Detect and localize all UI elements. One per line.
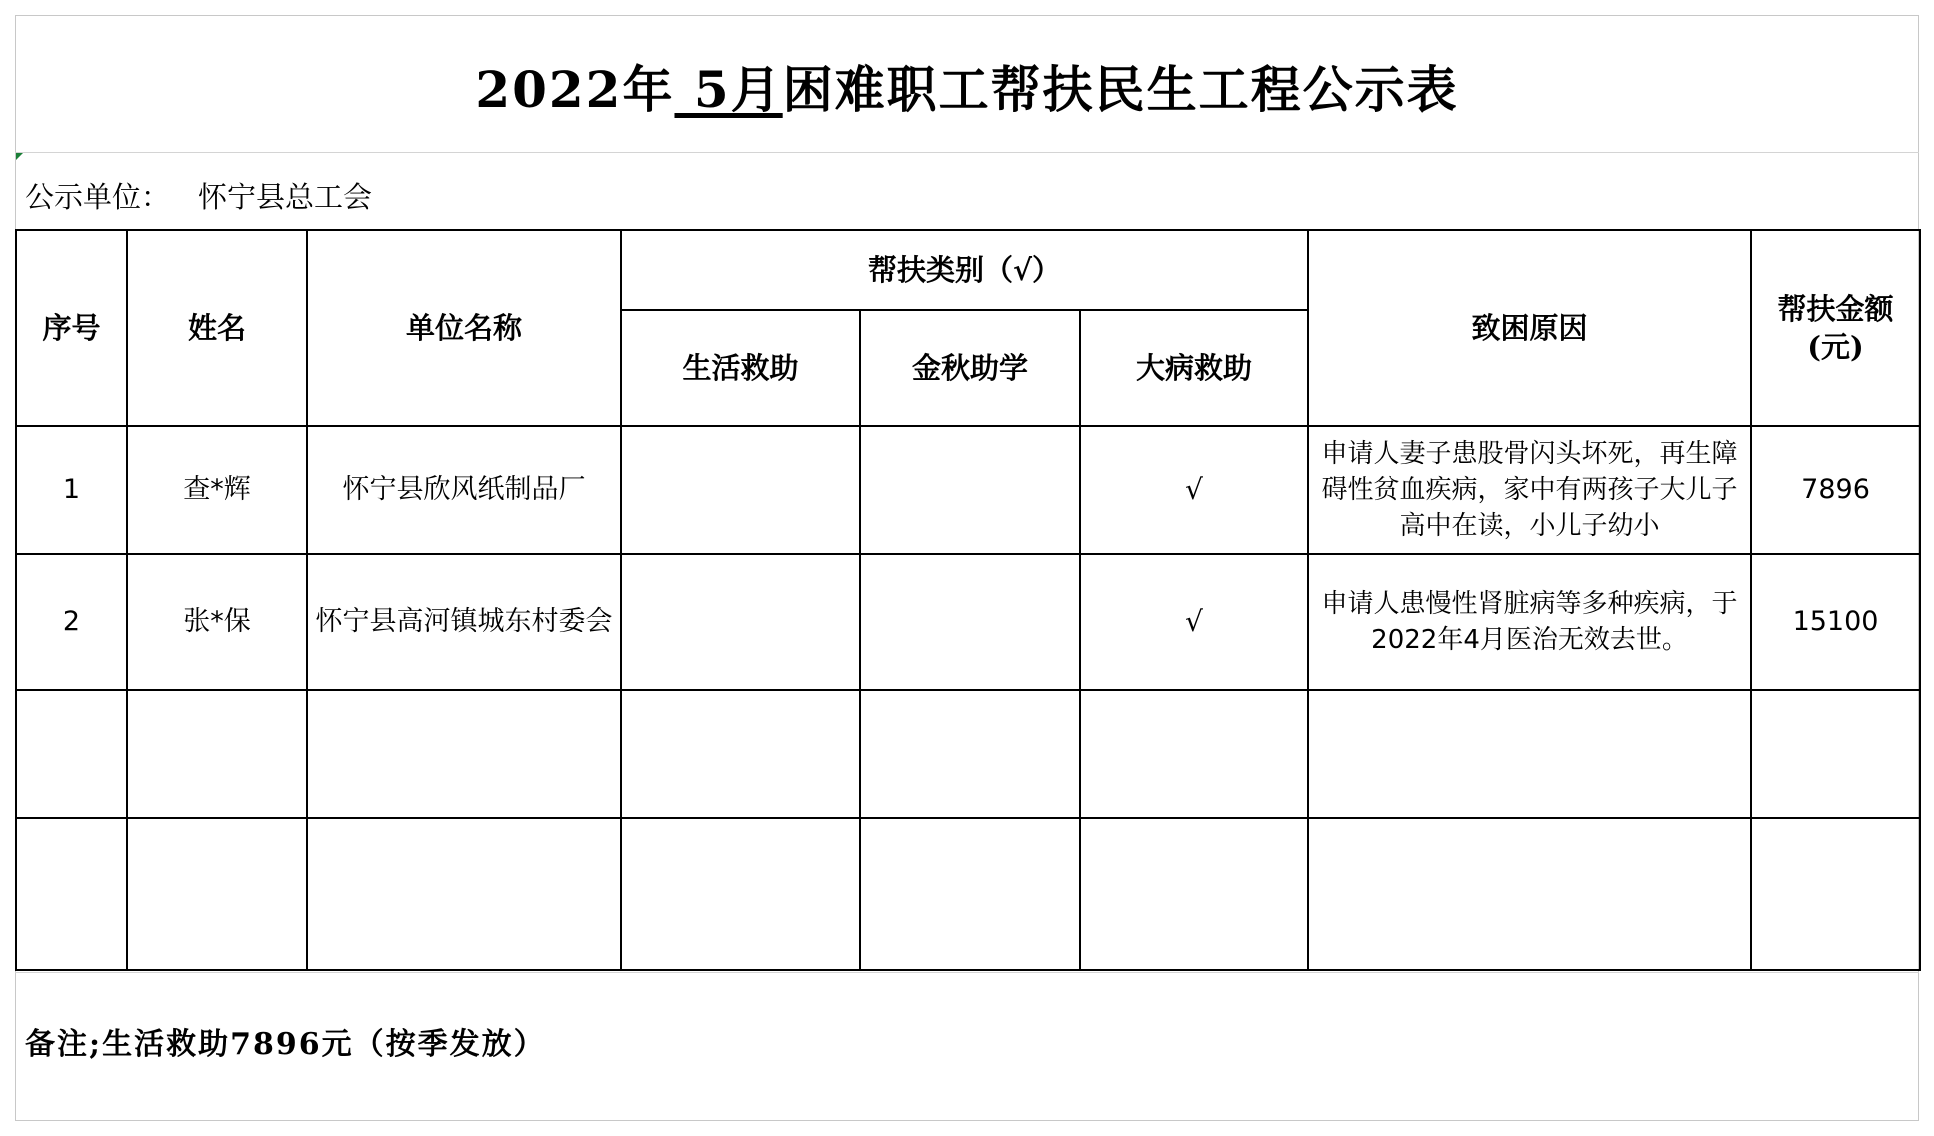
header-illness: 大病救助: [1080, 310, 1308, 426]
cell-amount: [1751, 690, 1920, 818]
cell-org: [307, 818, 621, 970]
cell-illness: √: [1080, 426, 1308, 554]
table-row: [16, 818, 1920, 970]
cell-life: [621, 426, 860, 554]
cell-org: 怀宁县高河镇城东村委会: [307, 554, 621, 690]
remark-note: 备注;生活救助7896元（按季发放）: [25, 1027, 546, 1062]
cell-name: [127, 690, 307, 818]
cell-reason: 申请人妻子患股骨闪头坏死，再生障碍性贫血疾病，家中有两孩子大儿子高中在读，小儿子幼小: [1308, 426, 1751, 554]
cell-seq: 2: [16, 554, 127, 690]
publishing-unit-label: 公示单位：: [25, 180, 171, 214]
header-name: 姓名: [127, 230, 307, 426]
cell-illness: √: [1080, 554, 1308, 690]
header-org: 单位名称: [307, 230, 621, 426]
cell-life: [621, 554, 860, 690]
table-row: [16, 426, 1920, 554]
cell-marker-icon: [16, 153, 23, 160]
cell-reason: [1308, 818, 1751, 970]
cell-org: 怀宁县欣风纸制品厂: [307, 426, 621, 554]
cell-name: [127, 818, 307, 970]
cell-life: [621, 690, 860, 818]
title-month: 5月: [674, 60, 783, 119]
cell-school: [860, 426, 1080, 554]
header-amount: [1751, 230, 1920, 426]
header-seq: 序号: [16, 230, 127, 426]
cell-amount: 15100: [1751, 554, 1920, 690]
cell-illness: [1080, 818, 1308, 970]
header-amount-line2: (元): [1807, 330, 1864, 364]
table-row: [16, 690, 1920, 818]
header-reason: 致困原因: [1308, 230, 1751, 426]
header-category: 帮扶类别（√）: [621, 230, 1308, 310]
header-amount-line1: 帮扶金额: [1777, 292, 1894, 326]
gridline: [15, 972, 1919, 973]
cell-life: [621, 818, 860, 970]
page-title: [15, 40, 1919, 140]
cell-reason: [1308, 690, 1751, 818]
gridline: [15, 152, 1919, 153]
cell-amount: 7896: [1751, 426, 1920, 554]
cell-seq: 1: [16, 426, 127, 554]
cell-name: 张*保: [127, 554, 307, 690]
cell-name: 查*辉: [127, 426, 307, 554]
assistance-table: [15, 229, 1921, 971]
cell-reason: 申请人患慢性肾脏病等多种疾病，于2022年4月医治无效去世。: [1308, 554, 1751, 690]
title-text: 困难职工帮扶民生工程公示表: [782, 60, 1459, 119]
cell-org: [307, 690, 621, 818]
cell-illness: [1080, 690, 1308, 818]
table-row: [16, 554, 1920, 690]
publishing-unit: [25, 172, 372, 222]
cell-seq: [16, 818, 127, 970]
cell-school: [860, 690, 1080, 818]
cell-school: [860, 554, 1080, 690]
header-life: 生活救助: [621, 310, 860, 426]
cell-amount: [1751, 818, 1920, 970]
publishing-unit-value: 怀宁县总工会: [198, 180, 373, 214]
cell-school: [860, 818, 1080, 970]
title-year: 2022年: [475, 60, 675, 119]
cell-seq: [16, 690, 127, 818]
header-school: 金秋助学: [860, 310, 1080, 426]
